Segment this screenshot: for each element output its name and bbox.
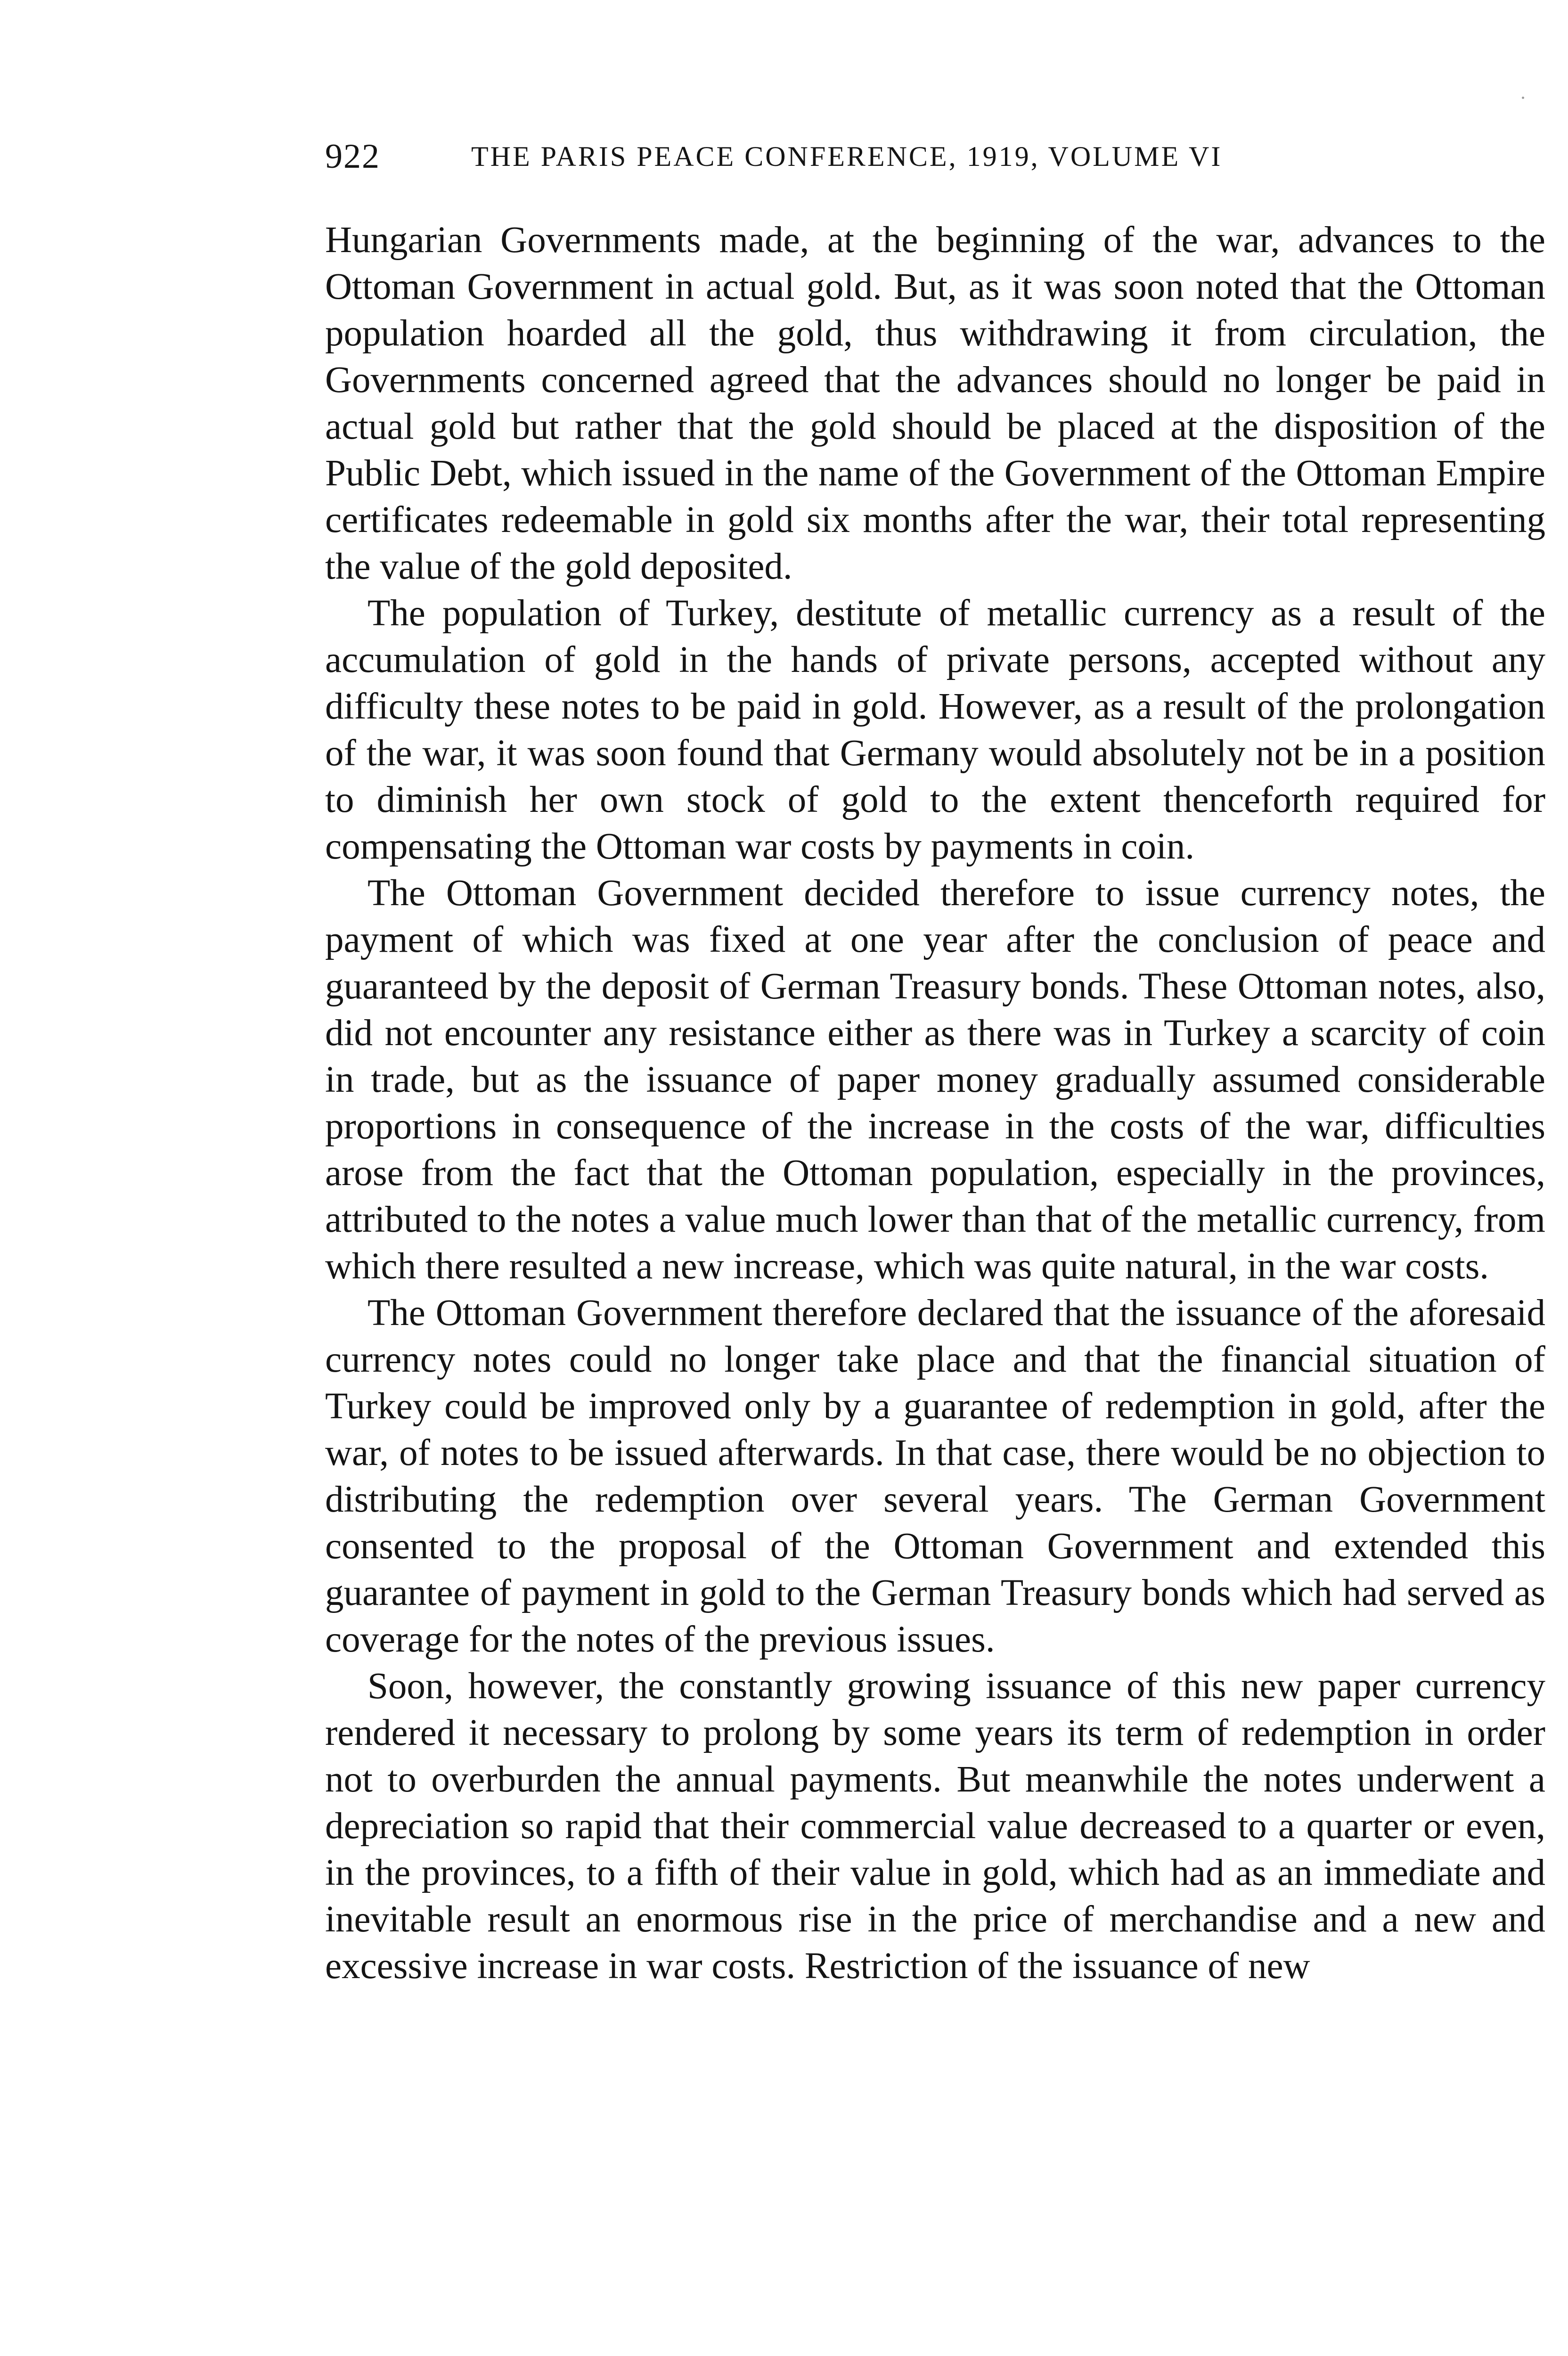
page-number: 922 (325, 137, 380, 176)
page-header (325, 137, 1550, 188)
running-title: THE PARIS PEACE CONFERENCE, 1919, VOLUME VI (471, 141, 1223, 172)
paragraph-1: Hungarian Governments made, at the beginning of the war, advances to the Ottoman Government in actual gold. But, as it was soon noted that the Ottoman population hoarded all the gold, thus withdrawing it from circulation, the Governments concerned agreed that the advances should no longer be paid in actual gold but rather that the gold should be placed at the disposition of the Public Debt, which issued in the name of the Government of the Ottoman Empire certificates redeemable in gold six months after the war, their total representing the value of the gold deposited. (325, 220, 1545, 587)
body-text (325, 217, 1545, 1989)
paragraph-5: Soon, however, the constantly growing issuance of this new paper currency rendered it necessary to prolong by some years its term of redemption in order not to overburden the annual payments. But meanwhile the notes underwent a depreciation so rapid that their commercial value decreased to a quarter or even, in the provinces, to a fifth of their value in gold, which had as an immediate and inevitable result an enormous rise in the price of merchandise and a new and excessive increase in war costs. Restriction of the issuance of new (325, 1666, 1545, 1987)
paragraph-2: The population of Turkey, destitute of metallic currency as a result of the accumulation of gold in the hands of private persons, accepted without any difficulty these notes to be paid in gold. However, as a result of the prolongation of the war, it was soon found that Germany would absolutely not be in a position to diminish her own stock of gold to the extent thenceforth required for compensating the Ottoman war costs by payments in coin. (325, 593, 1545, 867)
scan-speck (1522, 97, 1524, 99)
paragraph-3: The Ottoman Government decided therefore to issue currency notes, the payment of which was fixed at one year after the conclusion of peace and guaranteed by the deposit of German Treasury bonds. These Ottoman notes, also, did not encounter any resistance either as there was in Turkey a scarcity of coin in trade, but as the issuance of paper money gradually assumed considerable proportions in consequence of the increase in the costs of the war, difficulties arose from the fact that the Ottoman population, especially in the provinces, attributed to the notes a value much lower than that of the metallic currency, from which there resulted a new increase, which was quite natural, in the war costs. (325, 873, 1545, 1287)
paragraph-4: The Ottoman Government therefore declared that the issuance of the aforesaid currency notes could no longer take place and that the financial situation of Turkey could be improved only by a guarantee of redemption in gold, after the war, of notes to be issued afterwards. In that case, there would be no objection to distributing the redemption over several years. The German Government consented to the proposal of the Ottoman Government and extended this guarantee of payment in gold to the German Treasury bonds which had served as coverage for the notes of the previous issues. (325, 1293, 1545, 1660)
